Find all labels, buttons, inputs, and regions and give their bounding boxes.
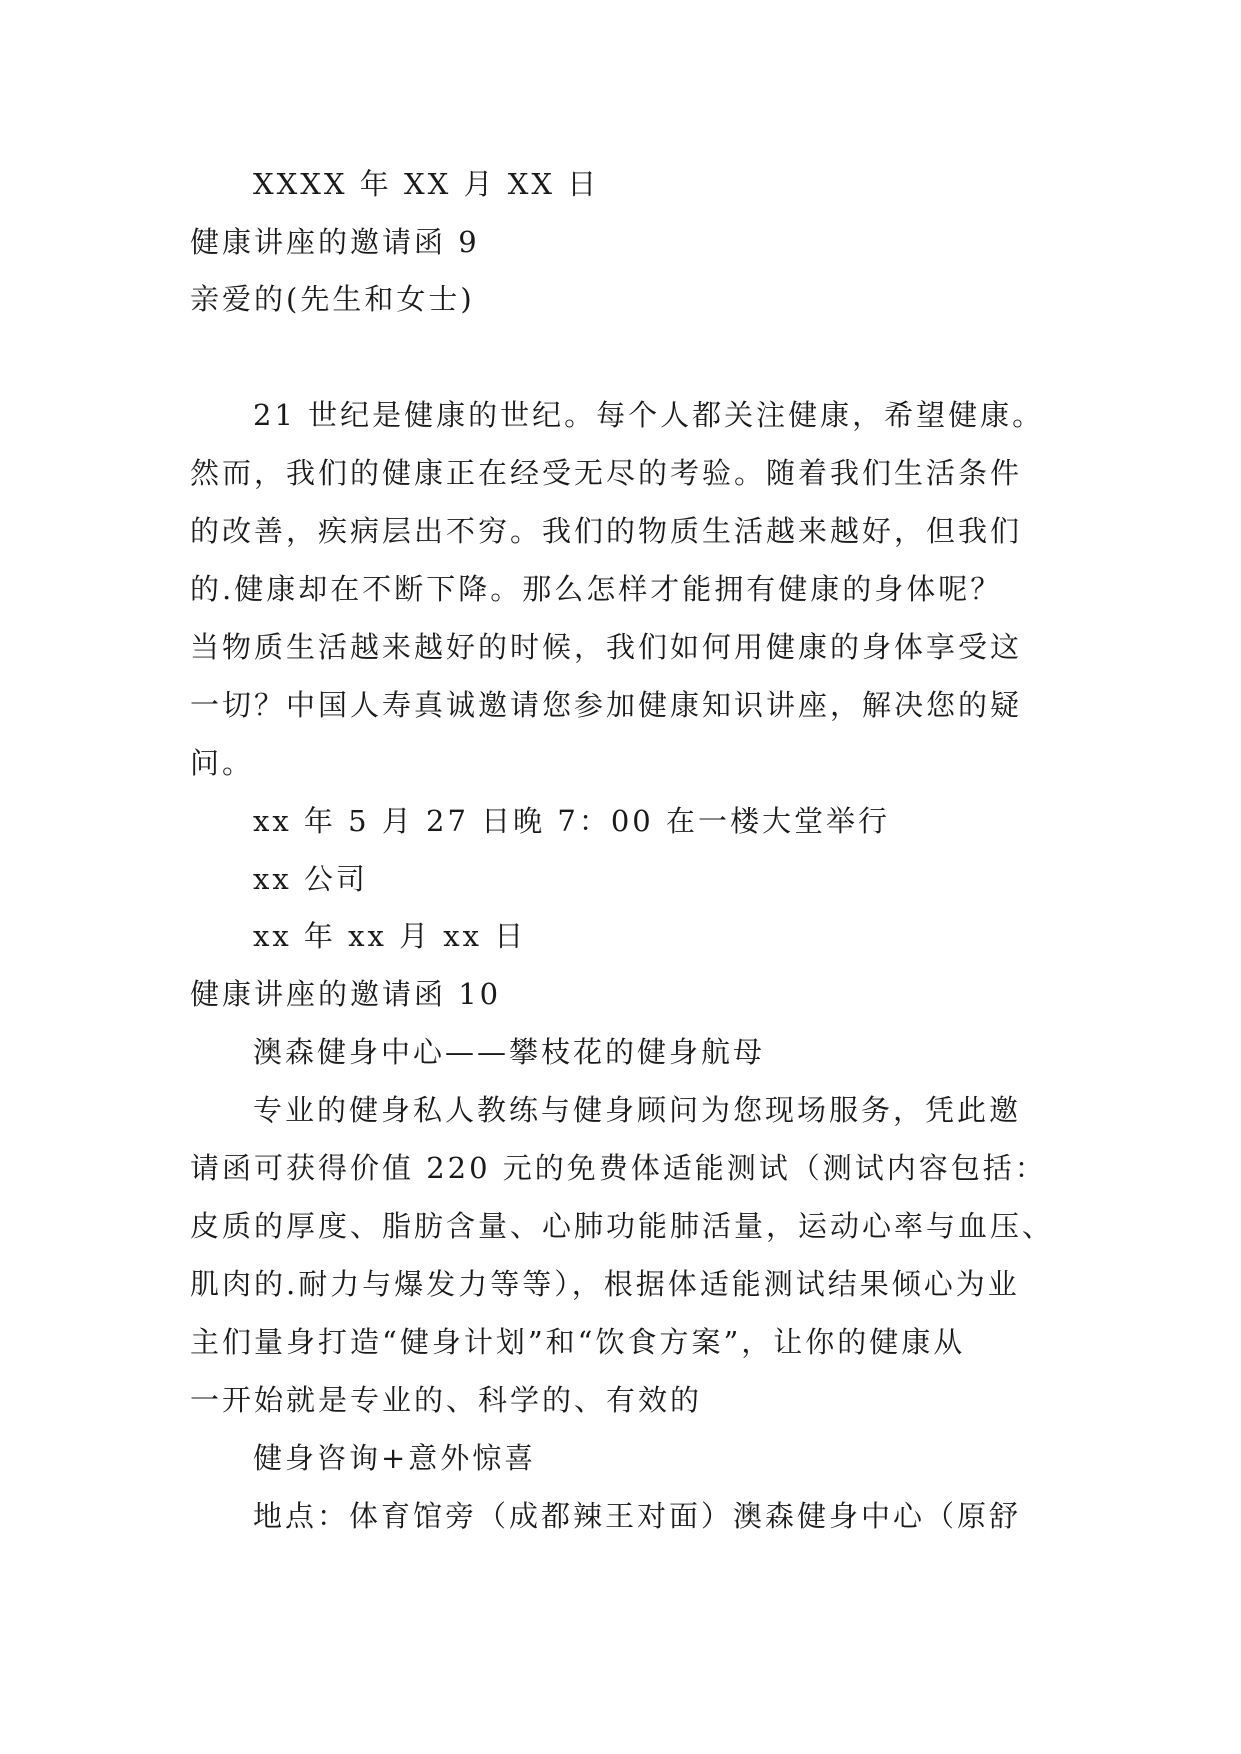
date-line: XXXX 年 XX 月 XX 日 bbox=[253, 167, 600, 201]
paragraph-line: 的.健康却在不断下降。那么怎样才能拥有健康的身体呢？ bbox=[190, 572, 1003, 606]
salutation: 亲爱的(先生和女士) bbox=[190, 282, 475, 316]
signature-company: xx 公司 bbox=[253, 862, 368, 896]
paragraph-line: 主们量身打造“健身计划”和“饮食方案”，让你的健康从 bbox=[190, 1325, 966, 1359]
paragraph-line: 当物质生活越来越好的时候，我们如何用健康的身体享受这 bbox=[190, 630, 1023, 664]
paragraph-line: 一开始就是专业的、科学的、有效的 bbox=[190, 1383, 703, 1417]
paragraph-line: 一切？中国人寿真诚邀请您参加健康知识讲座，解决您的疑 bbox=[190, 688, 1023, 722]
subtitle: 澳森健身中心——攀枝花的健身航母 bbox=[253, 1035, 766, 1069]
paragraph-line: 21 世纪是健康的世纪。每个人都关注健康，希望健康。 bbox=[253, 398, 1045, 432]
paragraph-line: 请函可获得价值 220 元的免费体适能测试（测试内容包括： bbox=[190, 1151, 1047, 1185]
section-heading: 健康讲座的邀请函 9 bbox=[190, 225, 480, 259]
location-line: 地点：体育馆旁（成都辣王对面）澳森健身中心（原舒 bbox=[253, 1499, 1022, 1533]
paragraph-line: 然而，我们的健康正在经受无尽的考验。随着我们生活条件 bbox=[190, 456, 1023, 490]
paragraph-line: 肌肉的.耐力与爆发力等等），根据体适能测试结果倾心为业 bbox=[190, 1267, 1020, 1301]
highlight-line: 健身咨询+意外惊喜 bbox=[253, 1441, 537, 1475]
signature-date: xx 年 xx 月 xx 日 bbox=[253, 919, 527, 953]
paragraph-line: 的改善，疾病层出不穷。我们的物质生活越来越好，但我们 bbox=[190, 514, 1023, 548]
event-time: xx 年 5 月 27 日晚 7：00 在一楼大堂举行 bbox=[253, 804, 890, 838]
paragraph-line: 专业的健身私人教练与健身顾问为您现场服务，凭此邀 bbox=[253, 1093, 1022, 1127]
paragraph-line: 皮质的厚度、脂肪含量、心肺功能肺活量，运动心率与血压、 bbox=[190, 1209, 1055, 1243]
paragraph-line: 问。 bbox=[190, 746, 255, 780]
section-heading: 健康讲座的邀请函 10 bbox=[190, 977, 502, 1011]
